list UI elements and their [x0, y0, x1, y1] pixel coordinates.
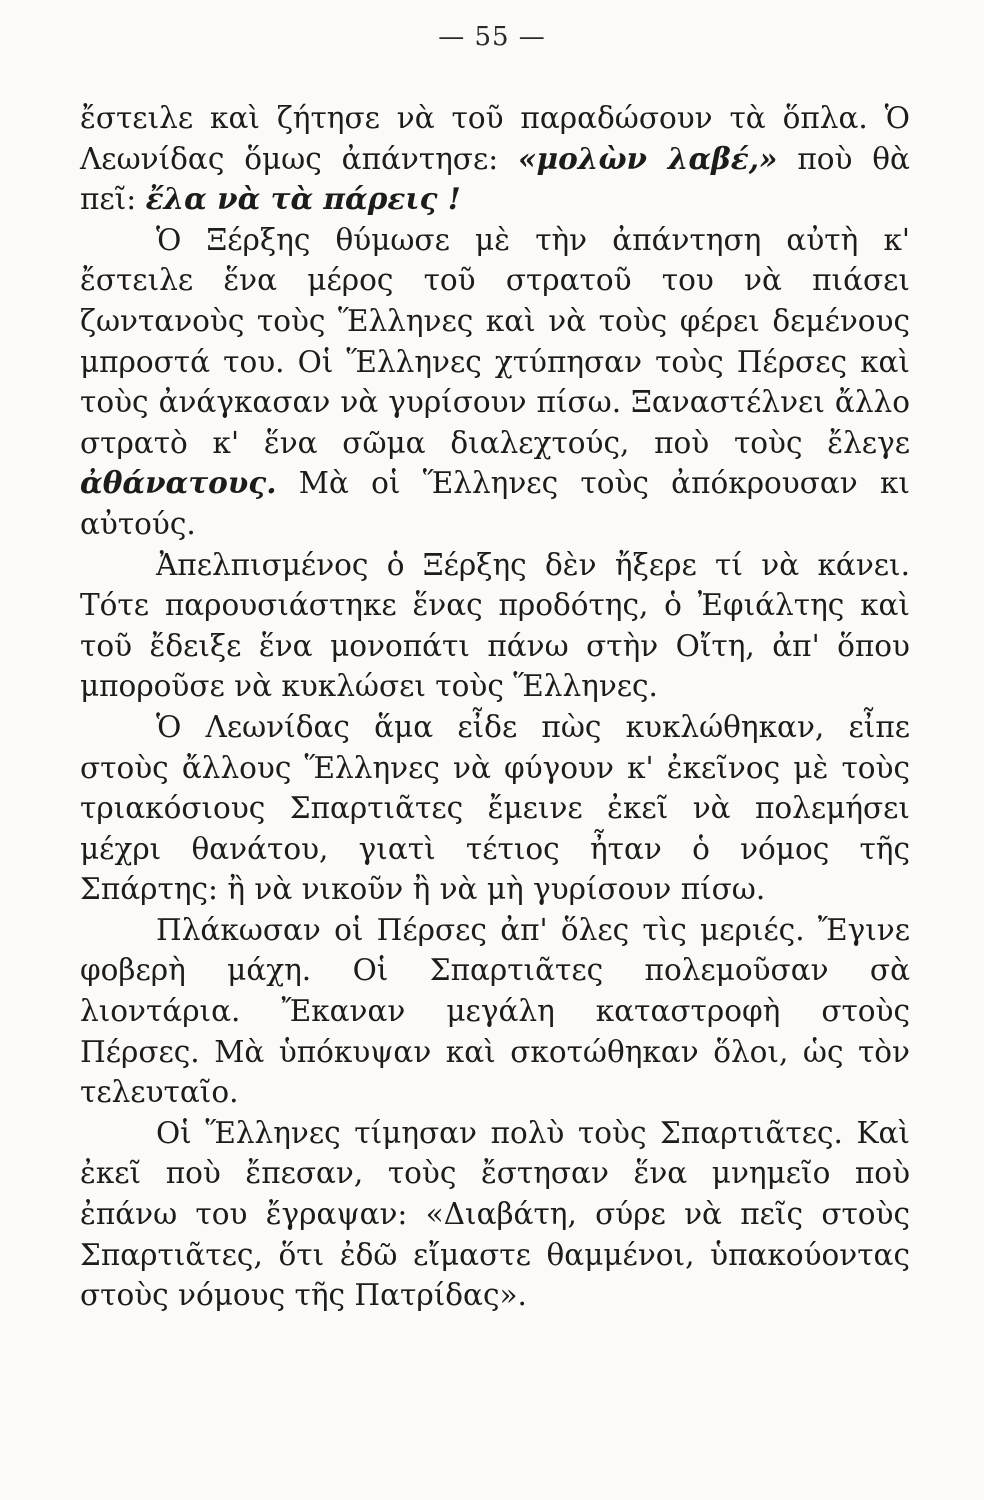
text-run: ποὺ θὰ πεῖ:	[80, 141, 910, 217]
emphasis-run: ἔλα νὰ τὰ πάρεις !	[145, 181, 461, 217]
emphasis-run: «μολὼν λαβέ,»	[518, 140, 778, 176]
text-run: ἔστειλε καὶ ζήτησε νὰ τοῦ παραδώσουν τὰ ὅπλα. Ὁ Λεωνίδας ὅμως ἀπάντησε:	[80, 101, 910, 176]
text-run: Μὰ οἱ Ἕλληνες τοὺς ἀπόκρουσαν κι αὐτούς.	[80, 466, 910, 541]
text-run: Πλάκωσαν οἱ Πέρσες ἀπ' ὅλες τὶς μεριές. Ἔγινε φοβερὴ μάχη. Οἱ Σπαρτιᾶτες πολεμοῦσαν σὰ λιοντάρια. Ἔκαναν μεγάλη καταστροφὴ στοὺς Πέρσες. Μὰ ὑπόκυψαν καὶ σκοτώθηκαν ὅλοι, ὡς τὸν τελευταῖο.	[80, 912, 910, 1110]
paragraph-3	[80, 545, 910, 707]
paragraph-5	[80, 910, 910, 1113]
paragraph-1	[80, 98, 910, 220]
text-run: Ἀπελπισμένος ὁ Ξέρξης δὲν ἤξερε τί νὰ κάνει. Τότε παρουσιάστηκε ἕνας προδότης, ὁ Ἐφιάλτης καὶ τοῦ ἔδειξε ἕνα μονοπάτι πάνω στὴν Οἴτη, ἀπ' ὅπου μποροῦσε νὰ κυκλώσει τοὺς Ἕλληνες.	[80, 547, 910, 704]
paragraph-6	[80, 1113, 910, 1316]
text-run: Ὁ Ξέρξης θύμωσε μὲ τὴν ἀπάντηση αὐτὴ κ' ἔστειλε ἕνα μέρος τοῦ στρατοῦ του νὰ πιάσει ζωντανοὺς τοὺς Ἕλληνες καὶ νὰ τοὺς φέρει δεμένους μπροστά του. Οἱ Ἕλληνες χτύπησαν τοὺς Πέρσες καὶ τοὺς ἀνάγκασαν νὰ γυρίσουν πίσω. Ξαναστέλνει ἄλλο στρατὸ κ' ἕνα σῶμα διαλεχτούς, ποὺ τοὺς ἔλεγε	[80, 222, 910, 460]
emphasis-run: ἀθάνατους.	[80, 465, 277, 501]
page-number: — 55 —	[438, 22, 546, 52]
paragraph-4	[80, 707, 910, 910]
body-text	[80, 98, 910, 1316]
text-run: Οἱ Ἕλληνες τίμησαν πολὺ τοὺς Σπαρτιᾶτες. Καὶ ἐκεῖ ποὺ ἔπεσαν, τοὺς ἔστησαν ἕνα μνημεῖο ποὺ ἐπάνω του ἔγραψαν: «Διαβάτη, σύρε νὰ πεῖς στοὺς Σπαρτιᾶτες, ὅτι ἐδῶ εἴμαστε θαμμένοι, ὑπακούοντας στοὺς νόμους τῆς Πατρίδας».	[80, 1115, 910, 1313]
text-run: Ὁ Λεωνίδας ἅμα εἶδε πὼς κυκλώθηκαν, εἶπε στοὺς ἄλλους Ἕλληνες νὰ φύγουν κ' ἐκεῖνος μὲ τοὺς τριακόσιους Σπαρτιᾶτες ἔμεινε ἐκεῖ νὰ πολεμήσει μέχρι θανάτου, γιατὶ τέτιος ἦταν ὁ νόμος τῆς Σπάρτης: ἢ νὰ νικοῦν ἢ νὰ μὴ γυρίσουν πίσω.	[80, 709, 910, 907]
paragraph-2	[80, 220, 910, 545]
